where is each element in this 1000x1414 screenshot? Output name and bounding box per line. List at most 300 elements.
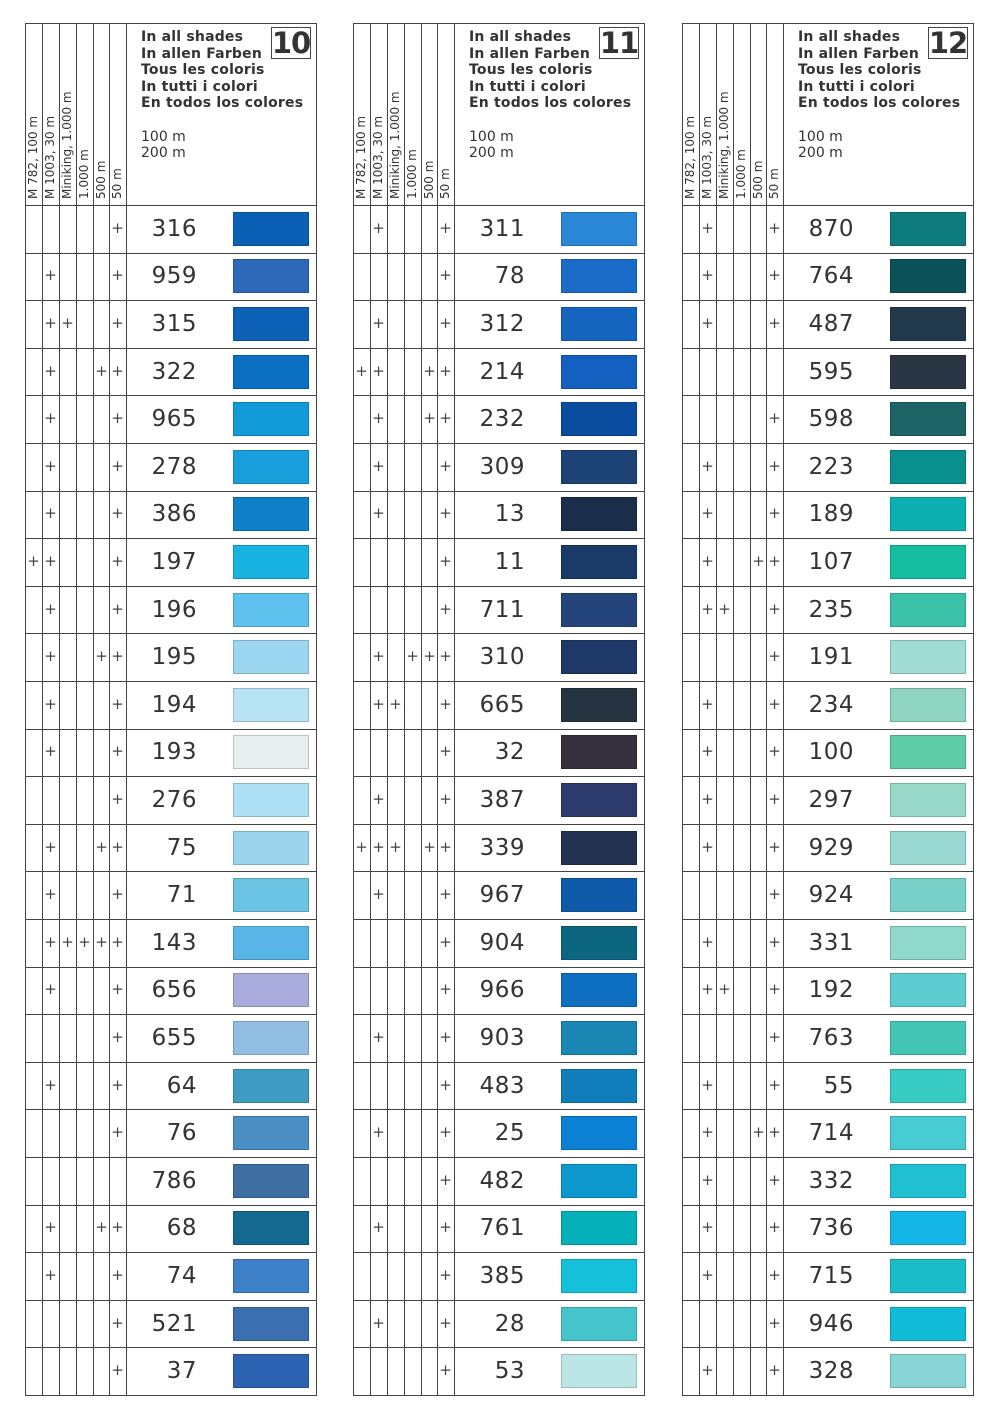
color-swatch — [561, 1116, 637, 1150]
availability-mark: + — [111, 457, 124, 475]
color-swatch — [233, 640, 309, 674]
availability-mark: + — [372, 219, 385, 237]
shade-code: 311 — [479, 216, 525, 242]
row-divider — [682, 1157, 974, 1158]
shade-note-line: Tous les coloris — [141, 62, 265, 79]
column-header-label: 500 m — [422, 160, 436, 199]
availability-mark: + — [701, 1266, 714, 1284]
availability-mark: + — [439, 314, 452, 332]
shade-code: 316 — [151, 216, 197, 242]
shade-code: 191 — [808, 644, 854, 670]
availability-mark: + — [111, 266, 124, 284]
color-swatch — [561, 1164, 637, 1198]
column-header-label: M 782, 100 m — [26, 115, 40, 199]
row-divider — [353, 586, 645, 587]
row-divider — [682, 871, 974, 872]
availability-mark: + — [372, 647, 385, 665]
row-divider — [682, 538, 974, 539]
shade-code: 786 — [151, 1168, 197, 1194]
shade-note-line: En todos los colores — [798, 95, 961, 112]
shade-code: 194 — [151, 692, 197, 718]
row-divider — [25, 348, 317, 349]
row-divider — [353, 1109, 645, 1110]
shade-code: 25 — [494, 1120, 525, 1146]
availability-mark: + — [111, 790, 124, 808]
row-divider — [682, 729, 974, 730]
shade-code: 76 — [166, 1120, 197, 1146]
row-divider — [682, 633, 974, 634]
row-divider — [25, 586, 317, 587]
availability-mark: + — [372, 1028, 385, 1046]
shade-code: 28 — [494, 1311, 525, 1337]
availability-mark: + — [768, 457, 781, 475]
shade-code: 143 — [151, 930, 197, 956]
column-divider — [750, 23, 751, 1396]
shade-code: 736 — [808, 1215, 854, 1241]
row-divider — [25, 967, 317, 968]
row-divider — [25, 1252, 317, 1253]
color-swatch — [890, 259, 966, 293]
color-swatch — [233, 1259, 309, 1293]
row-divider — [25, 1347, 317, 1348]
availability-mark: + — [355, 362, 368, 380]
row-divider — [682, 681, 974, 682]
row-divider — [25, 1205, 317, 1206]
availability-mark: + — [439, 838, 452, 856]
availability-mark: + — [372, 314, 385, 332]
shade-note-line: Tous les coloris — [798, 62, 922, 79]
availability-mark: + — [27, 552, 40, 570]
shade-code: 193 — [151, 739, 197, 765]
shade-code: 946 — [808, 1311, 854, 1337]
availability-mark: + — [44, 504, 57, 522]
availability-mark: + — [111, 1123, 124, 1141]
row-divider — [25, 871, 317, 872]
shade-code: 276 — [151, 787, 197, 813]
row-divider — [682, 1014, 974, 1015]
column-header-label: M 782, 100 m — [683, 115, 697, 199]
column-divider — [716, 23, 717, 1396]
availability-mark: + — [44, 838, 57, 856]
shade-code: 711 — [479, 597, 525, 623]
color-swatch — [890, 640, 966, 674]
availability-mark: + — [768, 742, 781, 760]
availability-mark: + — [111, 409, 124, 427]
availability-mark: + — [768, 838, 781, 856]
color-swatch — [890, 735, 966, 769]
color-swatch — [890, 1259, 966, 1293]
row-divider — [353, 348, 645, 349]
shade-code: 904 — [479, 930, 525, 956]
color-swatch — [233, 212, 309, 246]
shade-panel-10 — [25, 23, 317, 1396]
color-swatch — [233, 259, 309, 293]
shade-code: 339 — [479, 835, 525, 861]
row-divider — [353, 1252, 645, 1253]
shade-code: 107 — [808, 549, 854, 575]
availability-mark: + — [111, 552, 124, 570]
row-divider — [682, 1205, 974, 1206]
availability-mark: + — [701, 790, 714, 808]
row-divider — [682, 348, 974, 349]
row-divider — [682, 919, 974, 920]
color-swatch — [233, 1116, 309, 1150]
header-divider — [25, 205, 317, 206]
shade-code: 11 — [494, 549, 525, 575]
availability-mark: + — [768, 980, 781, 998]
availability-mark: + — [389, 838, 402, 856]
availability-mark: + — [44, 742, 57, 760]
color-swatch — [890, 1069, 966, 1103]
color-swatch — [890, 1164, 966, 1198]
availability-mark: + — [111, 362, 124, 380]
color-swatch — [561, 545, 637, 579]
row-divider — [682, 1347, 974, 1348]
shade-code: 310 — [479, 644, 525, 670]
row-divider — [353, 1300, 645, 1301]
row-divider — [682, 1300, 974, 1301]
availability-mark: + — [768, 219, 781, 237]
availability-mark: + — [111, 1266, 124, 1284]
shade-code: 322 — [151, 359, 197, 385]
row-divider — [353, 1347, 645, 1348]
availability-mark: + — [372, 409, 385, 427]
shade-code: 297 — [808, 787, 854, 813]
column-header-label: 500 m — [94, 160, 108, 199]
shade-code: 715 — [808, 1263, 854, 1289]
column-divider — [76, 23, 77, 1396]
shade-note-line: In allen Farben — [798, 45, 920, 62]
shade-note-line: In allen Farben — [469, 45, 591, 62]
shade-code: 13 — [494, 501, 525, 527]
row-divider — [25, 538, 317, 539]
color-swatch — [561, 1307, 637, 1341]
color-swatch — [890, 1307, 966, 1341]
availability-mark: + — [95, 362, 108, 380]
color-swatch — [890, 497, 966, 531]
row-divider — [25, 919, 317, 920]
availability-mark: + — [44, 1266, 57, 1284]
availability-mark: + — [439, 600, 452, 618]
row-divider — [25, 443, 317, 444]
availability-mark: + — [44, 695, 57, 713]
shade-note-line: In tutti i colori — [798, 78, 915, 95]
availability-mark: + — [768, 1171, 781, 1189]
color-swatch — [561, 450, 637, 484]
shade-code: 387 — [479, 787, 525, 813]
availability-mark: + — [44, 600, 57, 618]
column-header-label: 1.000 m — [734, 149, 748, 199]
availability-mark: + — [95, 647, 108, 665]
availability-mark: + — [372, 695, 385, 713]
availability-mark: + — [372, 457, 385, 475]
shade-panel-11 — [353, 23, 645, 1396]
color-swatch — [233, 1211, 309, 1245]
availability-mark: + — [752, 552, 765, 570]
shade-code: 328 — [808, 1358, 854, 1384]
availability-mark: + — [701, 552, 714, 570]
row-divider — [25, 1062, 317, 1063]
availability-mark: + — [44, 552, 57, 570]
availability-mark: + — [768, 504, 781, 522]
column-header-label: 1.000 m — [405, 149, 419, 199]
availability-mark: + — [701, 314, 714, 332]
row-divider — [682, 967, 974, 968]
availability-mark: + — [111, 1314, 124, 1332]
color-swatch — [561, 1211, 637, 1245]
shade-code: 332 — [808, 1168, 854, 1194]
color-swatch — [233, 545, 309, 579]
availability-mark: + — [439, 933, 452, 951]
row-divider — [25, 1300, 317, 1301]
availability-mark: + — [372, 790, 385, 808]
row-divider — [353, 1205, 645, 1206]
row-divider — [682, 395, 974, 396]
length-line: 100 m — [798, 129, 843, 145]
shade-code: 967 — [479, 882, 525, 908]
length-line: 100 m — [141, 129, 186, 145]
availability-mark: + — [701, 219, 714, 237]
shade-code: 78 — [494, 263, 525, 289]
availability-mark: + — [111, 933, 124, 951]
row-divider — [682, 1109, 974, 1110]
availability-mark: + — [768, 695, 781, 713]
row-divider — [682, 491, 974, 492]
availability-mark: + — [439, 790, 452, 808]
shade-code: 195 — [151, 644, 197, 670]
row-divider — [353, 1157, 645, 1158]
color-swatch — [561, 402, 637, 436]
shade-code: 870 — [808, 216, 854, 242]
color-swatch — [561, 1259, 637, 1293]
row-divider — [353, 538, 645, 539]
shade-code: 761 — [479, 1215, 525, 1241]
column-header-label: Miniking, 1.000 m — [388, 91, 402, 199]
availability-mark: + — [95, 838, 108, 856]
availability-mark: + — [701, 1361, 714, 1379]
row-divider — [353, 681, 645, 682]
shade-code: 521 — [151, 1311, 197, 1337]
availability-mark: + — [768, 552, 781, 570]
color-swatch — [890, 355, 966, 389]
availability-mark: + — [44, 1218, 57, 1236]
availability-mark: + — [61, 933, 74, 951]
color-swatch — [890, 783, 966, 817]
availability-mark: + — [372, 1314, 385, 1332]
shade-code: 55 — [823, 1073, 854, 1099]
row-divider — [682, 1252, 974, 1253]
color-swatch — [561, 497, 637, 531]
availability-mark: + — [355, 838, 368, 856]
availability-mark: + — [439, 1171, 452, 1189]
shade-code: 64 — [166, 1073, 197, 1099]
availability-mark: + — [768, 647, 781, 665]
availability-mark: + — [768, 314, 781, 332]
availability-mark: + — [44, 1076, 57, 1094]
availability-mark: + — [752, 1123, 765, 1141]
availability-mark: + — [111, 838, 124, 856]
availability-mark: + — [61, 314, 74, 332]
color-swatch — [561, 1069, 637, 1103]
availability-mark: + — [701, 980, 714, 998]
color-swatch — [233, 450, 309, 484]
availability-mark: + — [372, 1218, 385, 1236]
shade-code: 309 — [479, 454, 525, 480]
availability-mark: + — [111, 885, 124, 903]
color-swatch — [890, 878, 966, 912]
color-swatch — [233, 593, 309, 627]
color-swatch — [561, 307, 637, 341]
color-swatch — [561, 688, 637, 722]
shade-code: 278 — [151, 454, 197, 480]
column-header-label: M 1003, 30 m — [700, 115, 714, 199]
availability-mark: + — [111, 742, 124, 760]
availability-mark: + — [78, 933, 91, 951]
shade-code: 665 — [479, 692, 525, 718]
availability-mark: + — [718, 980, 731, 998]
row-divider — [682, 586, 974, 587]
color-swatch — [233, 402, 309, 436]
color-swatch — [561, 831, 637, 865]
availability-mark: + — [44, 647, 57, 665]
availability-mark: + — [768, 1028, 781, 1046]
shade-code: 68 — [166, 1215, 197, 1241]
availability-mark: + — [439, 362, 452, 380]
shade-code: 924 — [808, 882, 854, 908]
row-divider — [353, 300, 645, 301]
availability-mark: + — [111, 219, 124, 237]
color-swatch — [890, 926, 966, 960]
panel-number: 12 — [928, 26, 968, 60]
shade-code: 312 — [479, 311, 525, 337]
column-divider — [733, 23, 734, 1396]
row-divider — [25, 681, 317, 682]
length-line: 200 m — [798, 145, 843, 161]
shade-code: 331 — [808, 930, 854, 956]
shade-code: 959 — [151, 263, 197, 289]
row-divider — [353, 967, 645, 968]
availability-mark: + — [111, 980, 124, 998]
availability-mark: + — [111, 600, 124, 618]
availability-mark: + — [439, 219, 452, 237]
availability-mark: + — [439, 1076, 452, 1094]
availability-mark: + — [718, 600, 731, 618]
column-header-label: 1.000 m — [77, 149, 91, 199]
row-divider — [682, 776, 974, 777]
color-swatch — [561, 593, 637, 627]
color-swatch — [890, 450, 966, 484]
availability-mark: + — [44, 266, 57, 284]
availability-mark: + — [44, 457, 57, 475]
color-swatch — [890, 1354, 966, 1388]
color-swatch — [890, 1116, 966, 1150]
availability-mark: + — [701, 838, 714, 856]
color-swatch — [233, 926, 309, 960]
availability-mark: + — [439, 1123, 452, 1141]
row-divider — [25, 300, 317, 301]
shade-code: 482 — [479, 1168, 525, 1194]
shade-code: 192 — [808, 977, 854, 1003]
column-divider — [421, 23, 422, 1396]
shade-code: 32 — [494, 739, 525, 765]
availability-mark: + — [768, 933, 781, 951]
availability-mark: + — [439, 885, 452, 903]
row-divider — [25, 729, 317, 730]
color-swatch — [890, 593, 966, 627]
availability-mark: + — [701, 266, 714, 284]
color-swatch — [561, 783, 637, 817]
availability-mark: + — [439, 742, 452, 760]
row-divider — [682, 300, 974, 301]
availability-mark: + — [372, 885, 385, 903]
color-swatch — [890, 1021, 966, 1055]
availability-mark: + — [768, 1266, 781, 1284]
availability-mark: + — [701, 600, 714, 618]
color-swatch — [233, 497, 309, 531]
color-swatch — [890, 973, 966, 1007]
shade-note-line: In all shades — [469, 29, 572, 45]
column-header-label: 50 m — [438, 168, 452, 199]
lengths — [798, 129, 843, 161]
availability-mark: + — [701, 1123, 714, 1141]
shade-code: 965 — [151, 406, 197, 432]
color-swatch — [233, 1354, 309, 1388]
color-swatch — [561, 212, 637, 246]
shade-code: 75 — [166, 835, 197, 861]
availability-mark: + — [768, 266, 781, 284]
color-swatch — [890, 1211, 966, 1245]
color-swatch — [561, 878, 637, 912]
availability-mark: + — [111, 314, 124, 332]
availability-mark: + — [44, 933, 57, 951]
row-divider — [353, 491, 645, 492]
color-swatch — [233, 735, 309, 769]
color-swatch — [233, 1307, 309, 1341]
availability-mark: + — [439, 409, 452, 427]
shade-code: 598 — [808, 406, 854, 432]
availability-mark: + — [439, 504, 452, 522]
availability-mark: + — [701, 933, 714, 951]
shade-code: 234 — [808, 692, 854, 718]
availability-mark: + — [372, 504, 385, 522]
header-divider — [682, 205, 974, 206]
color-swatch — [561, 926, 637, 960]
availability-mark: + — [372, 362, 385, 380]
availability-mark: + — [389, 695, 402, 713]
row-divider — [25, 1157, 317, 1158]
row-divider — [25, 633, 317, 634]
availability-mark: + — [701, 504, 714, 522]
shade-code: 196 — [151, 597, 197, 623]
availability-mark: + — [423, 362, 436, 380]
availability-mark: + — [372, 838, 385, 856]
color-swatch — [233, 1021, 309, 1055]
availability-mark: + — [701, 1218, 714, 1236]
color-swatch — [890, 212, 966, 246]
row-divider — [353, 1014, 645, 1015]
shade-code: 37 — [166, 1358, 197, 1384]
color-swatch — [561, 355, 637, 389]
availability-mark: + — [768, 885, 781, 903]
row-divider — [353, 729, 645, 730]
availability-mark: + — [439, 1361, 452, 1379]
row-divider — [25, 395, 317, 396]
availability-mark: + — [111, 1076, 124, 1094]
length-line: 200 m — [141, 145, 186, 161]
shade-panel-12 — [682, 23, 974, 1396]
shade-code: 386 — [151, 501, 197, 527]
color-swatch — [233, 688, 309, 722]
